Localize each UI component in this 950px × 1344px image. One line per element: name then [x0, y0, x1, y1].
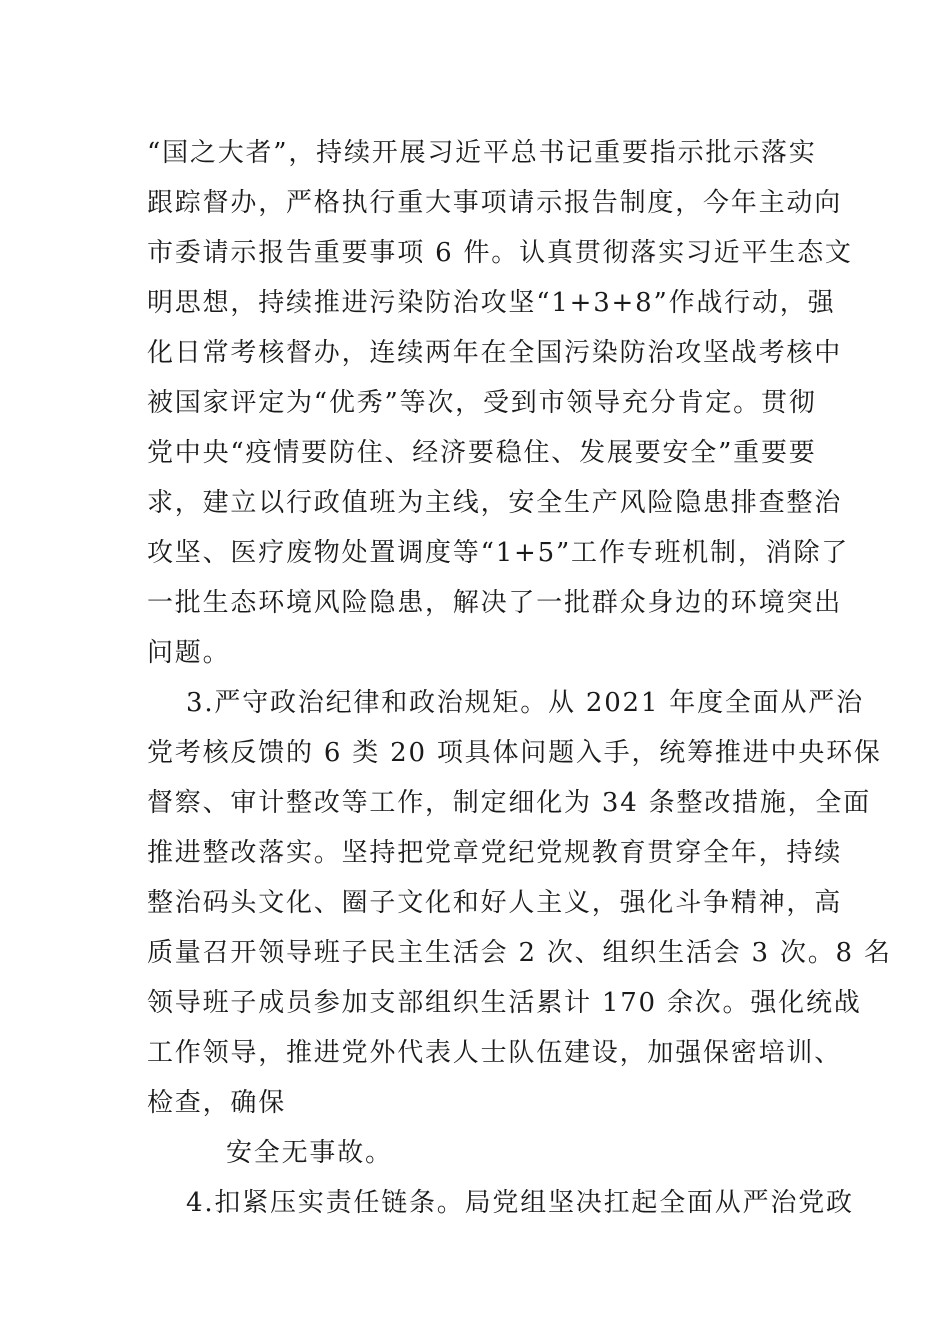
body-text-line: 市委请示报告重要事项 6 件。认真贯彻落实习近平生态文	[147, 238, 853, 268]
body-text-line: “国之大者”，持续开展习近平总书记重要指示批示落实	[147, 138, 817, 168]
body-text-line: 攻坚、医疗废物处置调度等“1+5”工作专班机制，消除了	[147, 538, 850, 568]
body-text-line: 安全无事故。	[226, 1138, 393, 1168]
section-heading-3: 3.严守政治纪律和政治规矩。从 2021 年度全面从严治	[186, 688, 864, 718]
body-text-line: 一批生态环境风险隐患，解决了一批群众身边的环境突出	[147, 588, 843, 618]
body-text-line: 督察、审计整改等工作，制定细化为 34 条整改措施，全面	[147, 788, 872, 818]
body-text-line: 工作领导，推进党外代表人士队伍建设，加强保密培训、	[147, 1038, 843, 1068]
body-text-line: 党考核反馈的 6 类 20 项具体问题入手，统筹推进中央环保	[147, 738, 882, 768]
body-text-line: 整治码头文化、圈子文化和好人主义，强化斗争精神，高	[147, 888, 843, 918]
body-text-line: 被国家评定为“优秀”等次，受到市领导充分肯定。贯彻	[147, 388, 817, 418]
body-text-line: 明思想，持续推进污染防治攻坚“1+3+8”作战行动，强	[147, 288, 836, 318]
body-text-line: 领导班子成员参加支部组织生活累计 170 余次。强化统战	[147, 988, 862, 1018]
body-text-line: 化日常考核督办，连续两年在全国污染防治攻坚战考核中	[147, 338, 843, 368]
section-heading-4: 4.扣紧压实责任链条。局党组坚决扛起全面从严治党政	[186, 1188, 854, 1218]
body-text-line: 推进整改落实。坚持把党章党纪党规教育贯穿全年，持续	[147, 838, 843, 868]
body-text-line: 问题。	[147, 638, 231, 668]
body-text-line: 求，建立以行政值班为主线，安全生产风险隐患排查整治	[147, 488, 843, 518]
body-text-line: 党中央“疫情要防住、经济要稳住、发展要安全”重要要	[147, 438, 817, 468]
body-text-line: 质量召开领导班子民主生活会 2 次、组织生活会 3 次。8 名	[147, 938, 892, 968]
body-text-line: 跟踪督办，严格执行重大事项请示报告制度，今年主动向	[147, 188, 843, 218]
body-text-line: 检查，确保	[147, 1088, 287, 1118]
